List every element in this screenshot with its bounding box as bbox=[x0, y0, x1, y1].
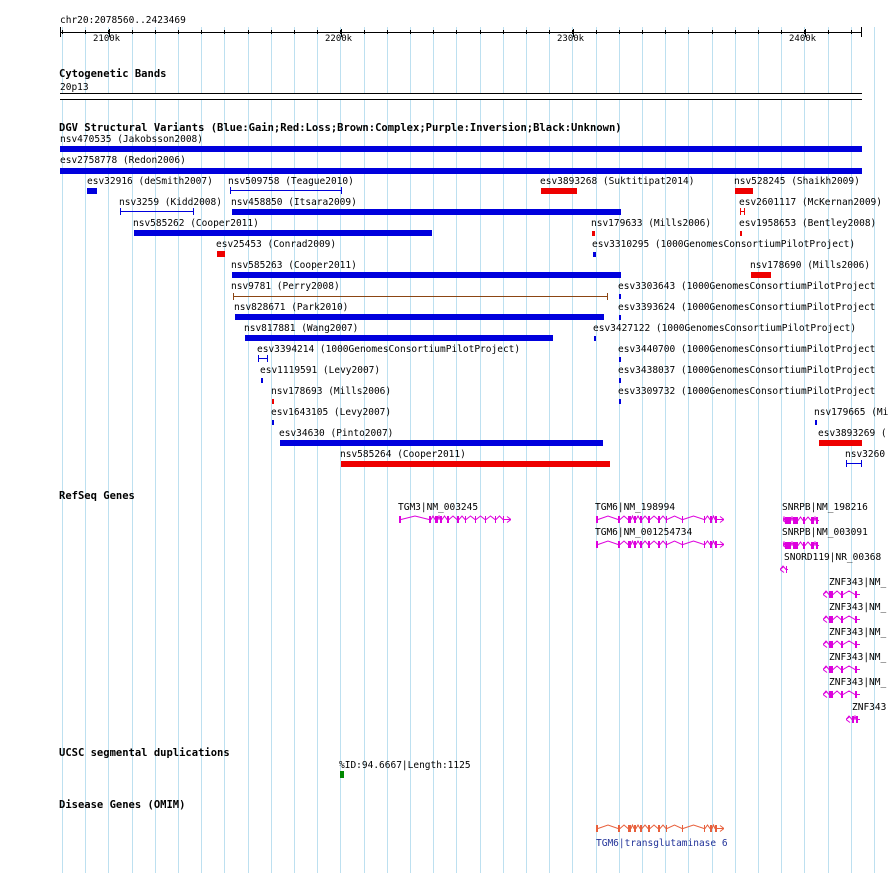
coordinate-label: chr20:2078560..2423469 bbox=[60, 15, 186, 26]
gene-structure bbox=[823, 615, 860, 624]
gene-exon bbox=[704, 825, 705, 832]
ruler-minor-tick bbox=[735, 30, 736, 34]
gene-exon bbox=[803, 542, 805, 549]
gene-exon bbox=[618, 825, 620, 832]
gene-intron bbox=[401, 516, 511, 520]
gene-exon bbox=[855, 616, 857, 623]
refseq-gene-label: ZNF343|NM_ bbox=[829, 602, 887, 613]
ruler-minor-tick bbox=[224, 30, 225, 34]
dgv-feature-label: esv3394214 (1000GenomesConsortiumPilotProject) bbox=[257, 344, 521, 355]
dgv-feature[interactable] bbox=[272, 420, 274, 425]
ruler-minor-tick bbox=[201, 30, 202, 34]
gene-exon bbox=[666, 541, 667, 548]
gene-exon bbox=[495, 516, 496, 523]
dgv-feature[interactable] bbox=[261, 378, 263, 383]
dgv-feature[interactable] bbox=[619, 378, 621, 383]
refseq-gene-label: ZNF343|NM_ bbox=[829, 652, 887, 663]
dgv-feature[interactable] bbox=[619, 357, 621, 362]
ruler-minor-tick bbox=[712, 30, 713, 34]
dgv-feature[interactable] bbox=[120, 211, 194, 212]
ruler-axis bbox=[60, 32, 862, 33]
omim-track-title: Disease Genes (OMIM) bbox=[59, 799, 186, 811]
gene-intron bbox=[598, 516, 724, 520]
refseq-gene-label: SNORD119|NR_00368 bbox=[784, 552, 882, 563]
gene-exon bbox=[855, 691, 857, 698]
gene-exon bbox=[640, 541, 642, 548]
refseq-gene-label: TGM6|NM_001254734 bbox=[595, 527, 693, 538]
grid-line bbox=[735, 27, 736, 873]
gene-structure bbox=[823, 690, 860, 699]
dgv-feature-label: esv34630 (Pinto2007) bbox=[279, 428, 394, 439]
grid-line bbox=[596, 27, 597, 873]
refseq-gene[interactable] bbox=[780, 565, 788, 574]
dgv-feature[interactable] bbox=[87, 188, 97, 194]
dgv-feature[interactable] bbox=[740, 231, 742, 236]
grid-line bbox=[248, 27, 249, 873]
grid-line bbox=[712, 27, 713, 873]
gene-exon bbox=[648, 825, 650, 832]
dgv-feature-label: nsv817881 (Wang2007) bbox=[244, 323, 359, 334]
ruler-minor-tick bbox=[155, 30, 156, 34]
dgv-feature-label: nsv179633 (Mills2006) bbox=[591, 218, 712, 229]
gene-exon bbox=[816, 542, 818, 549]
grid-line bbox=[480, 27, 481, 873]
gene-intron bbox=[598, 541, 724, 545]
gene-exon bbox=[658, 516, 660, 523]
gene-exon bbox=[704, 541, 705, 548]
ruler-tick-label: 2100k bbox=[93, 34, 121, 44]
ruler-minor-tick bbox=[572, 30, 573, 34]
ruler-minor-tick bbox=[387, 30, 388, 34]
gene-exon bbox=[628, 516, 631, 523]
ruler-minor-tick bbox=[317, 30, 318, 34]
gene-exon bbox=[634, 541, 636, 548]
dgv-feature-label: nsv179665 (Mi bbox=[814, 407, 889, 418]
ruler-minor-tick bbox=[62, 30, 63, 34]
dgv-track-title: DGV Structural Variants (Blue:Gain;Red:Loss;Brown:Complex;Purple:Inversion;Black:Unknown) bbox=[59, 122, 622, 134]
gene-exon bbox=[793, 517, 798, 524]
dgv-feature-label: nsv828671 (Park2010) bbox=[234, 302, 349, 313]
strand-arrow bbox=[823, 667, 827, 673]
gene-exon bbox=[429, 516, 431, 523]
ruler-minor-tick bbox=[688, 30, 689, 34]
gene-exon bbox=[710, 541, 712, 548]
dgv-feature[interactable] bbox=[233, 296, 608, 297]
strand-arrow bbox=[823, 642, 827, 648]
grid-line bbox=[619, 27, 620, 873]
refseq-gene[interactable] bbox=[823, 615, 860, 624]
ruler-minor-tick bbox=[178, 30, 179, 34]
ruler-minor-tick bbox=[781, 30, 782, 34]
gene-exon bbox=[710, 825, 712, 832]
gene-exon bbox=[682, 541, 683, 548]
grid-line bbox=[572, 27, 573, 873]
refseq-gene[interactable] bbox=[783, 541, 819, 550]
grid-line bbox=[665, 27, 666, 873]
refseq-gene-label: SNRPB|NM_003091 bbox=[782, 527, 868, 538]
gene-exon bbox=[399, 516, 401, 523]
gene-exon bbox=[803, 517, 805, 524]
refseq-gene[interactable] bbox=[783, 516, 819, 525]
gene-exon bbox=[666, 516, 667, 523]
segdup-track-title: UCSC segmental duplications bbox=[59, 747, 230, 759]
dgv-feature[interactable] bbox=[819, 440, 862, 446]
dgv-feature[interactable] bbox=[232, 272, 621, 278]
grid-line bbox=[503, 27, 504, 873]
gene-exon bbox=[628, 541, 631, 548]
refseq-gene-label: TGM6|NM_198994 bbox=[595, 502, 676, 513]
gene-structure bbox=[823, 590, 860, 599]
refseq-gene[interactable] bbox=[399, 515, 511, 524]
dgv-feature[interactable] bbox=[619, 294, 621, 299]
grid-line bbox=[688, 27, 689, 873]
dgv-feature-end bbox=[607, 293, 608, 300]
grid-line bbox=[642, 27, 643, 873]
dgv-feature-end bbox=[267, 355, 268, 362]
dgv-feature[interactable] bbox=[751, 272, 771, 278]
refseq-gene[interactable] bbox=[823, 590, 860, 599]
gene-exon bbox=[841, 591, 843, 598]
gene-structure bbox=[783, 516, 819, 525]
gene-structure bbox=[783, 541, 819, 550]
gene-exon bbox=[829, 591, 833, 598]
dgv-feature-label: esv1119591 (Levy2007) bbox=[260, 365, 381, 376]
gene-structure bbox=[596, 515, 724, 524]
ruler-end-tick bbox=[861, 27, 862, 37]
gene-exon bbox=[841, 666, 843, 673]
dgv-feature[interactable] bbox=[272, 399, 274, 404]
ruler-minor-tick bbox=[433, 30, 434, 34]
gene-exon bbox=[596, 541, 598, 548]
dgv-feature[interactable] bbox=[217, 251, 225, 257]
ruler-minor-tick bbox=[364, 30, 365, 34]
dgv-feature-label: esv3309732 (1000GenomesConsortiumPilotProject bbox=[618, 386, 876, 397]
grid-line bbox=[828, 27, 829, 873]
refseq-gene[interactable] bbox=[823, 665, 860, 674]
dgv-feature-label: esv3438037 (1000GenomesConsortiumPilotProject bbox=[618, 365, 876, 376]
gene-exon bbox=[852, 716, 854, 723]
segdup-label: %ID:94.6667|Length:1125 bbox=[339, 760, 471, 771]
gene-exon bbox=[855, 666, 857, 673]
grid-line bbox=[758, 27, 759, 873]
gene-exon bbox=[682, 516, 683, 523]
gene-exon bbox=[704, 516, 705, 523]
cytoband-label: 20p13 bbox=[60, 82, 89, 93]
refseq-gene-label: ZNF343|NM_ bbox=[829, 577, 887, 588]
refseq-gene[interactable] bbox=[846, 715, 860, 724]
ruler-minor-tick bbox=[851, 30, 852, 34]
dgv-feature-label: nsv178690 (Mills2006) bbox=[750, 260, 871, 271]
ruler-minor-tick bbox=[665, 30, 666, 34]
grid-line bbox=[271, 27, 272, 873]
refseq-gene-label: SNRPB|NM_198216 bbox=[782, 502, 868, 513]
dgv-feature-end bbox=[740, 208, 741, 215]
dgv-feature-label: nsv470535 (Jakobsson2008) bbox=[60, 134, 203, 145]
strand-arrow bbox=[823, 692, 827, 698]
gene-exon bbox=[829, 666, 833, 673]
dgv-feature[interactable] bbox=[280, 440, 603, 446]
dgv-feature[interactable] bbox=[594, 336, 596, 341]
gene-exon bbox=[485, 516, 486, 523]
gene-exon bbox=[628, 825, 631, 832]
dgv-feature-label: nsv458850 (Itsara2009) bbox=[231, 197, 357, 208]
gene-exon bbox=[666, 825, 667, 832]
gene-exon bbox=[811, 517, 814, 524]
dgv-feature[interactable] bbox=[593, 252, 596, 257]
dgv-feature[interactable] bbox=[846, 463, 862, 464]
dgv-feature-label: nsv585262 (Cooper2011) bbox=[133, 218, 259, 229]
ruler-minor-tick bbox=[596, 30, 597, 34]
strand-arrow bbox=[846, 717, 850, 723]
ruler-tick-label: 2200k bbox=[325, 34, 353, 44]
gene-structure bbox=[846, 715, 860, 724]
ruler-minor-tick bbox=[294, 30, 295, 34]
ruler-minor-tick bbox=[549, 30, 550, 34]
refseq-gene[interactable] bbox=[823, 640, 860, 649]
gene-exon bbox=[855, 641, 857, 648]
gene-exon bbox=[634, 516, 636, 523]
dgv-feature-label: esv3893269 ( bbox=[818, 428, 887, 439]
dgv-feature-label: nsv3260 bbox=[845, 449, 886, 460]
gene-exon bbox=[855, 591, 857, 598]
gene-exon bbox=[658, 541, 660, 548]
strand-arrow bbox=[780, 567, 784, 573]
dgv-feature-label: esv3440700 (1000GenomesConsortiumPilotProject bbox=[618, 344, 876, 355]
dgv-feature-label: esv25453 (Conrad2009) bbox=[216, 239, 337, 250]
refseq-gene[interactable] bbox=[823, 690, 860, 699]
gene-exon bbox=[596, 825, 598, 832]
ruler-minor-tick bbox=[132, 30, 133, 34]
dgv-feature-end bbox=[744, 208, 745, 215]
ruler-minor-tick bbox=[85, 30, 86, 34]
gene-exon bbox=[715, 825, 717, 832]
dgv-feature-label: nsv178693 (Mills2006) bbox=[271, 386, 392, 397]
ruler-minor-tick bbox=[758, 30, 759, 34]
dgv-feature-label: nsv528245 (Shaikh2009) bbox=[734, 176, 860, 187]
gene-exon bbox=[682, 825, 683, 832]
gene-intron bbox=[598, 825, 724, 829]
gene-exon bbox=[596, 516, 598, 523]
dgv-feature-label: esv3427122 (1000GenomesConsortiumPilotProject) bbox=[593, 323, 857, 334]
gene-exon bbox=[710, 516, 712, 523]
strand-arrow bbox=[823, 592, 827, 598]
refseq-gene-label: ZNF343|NM_ bbox=[829, 627, 887, 638]
omim-gene[interactable] bbox=[596, 824, 724, 833]
gene-exon bbox=[841, 616, 843, 623]
ruler-minor-tick bbox=[804, 30, 805, 34]
cytogenetic-bands-title: Cytogenetic Bands bbox=[59, 68, 167, 80]
ruler-minor-tick bbox=[248, 30, 249, 34]
grid-line bbox=[317, 27, 318, 873]
gene-exon bbox=[475, 516, 476, 523]
ruler-minor-tick bbox=[828, 30, 829, 34]
dgv-feature-label: nsv509758 (Teague2010) bbox=[228, 176, 354, 187]
dgv-feature-label: nsv585263 (Cooper2011) bbox=[231, 260, 357, 271]
cytoband-bar[interactable] bbox=[60, 93, 862, 100]
refseq-track-title: RefSeq Genes bbox=[59, 490, 135, 502]
dgv-feature-end bbox=[341, 187, 342, 194]
refseq-gene-label: TGM3|NM_003245 bbox=[398, 502, 479, 513]
dgv-feature[interactable] bbox=[232, 209, 621, 215]
dgv-feature-label: esv2758778 (Redon2006) bbox=[60, 155, 186, 166]
gene-exon bbox=[786, 566, 787, 573]
ruler-minor-tick bbox=[480, 30, 481, 34]
gene-exon bbox=[811, 542, 814, 549]
ruler-minor-tick bbox=[340, 30, 341, 34]
gene-exon bbox=[856, 716, 858, 723]
gene-exon bbox=[715, 541, 717, 548]
dgv-feature-end bbox=[861, 460, 862, 467]
gene-exon bbox=[829, 691, 833, 698]
gene-exon bbox=[829, 641, 833, 648]
dgv-feature[interactable] bbox=[541, 188, 577, 194]
gene-structure bbox=[823, 640, 860, 649]
dgv-feature[interactable] bbox=[245, 335, 553, 341]
dgv-feature[interactable] bbox=[60, 146, 862, 152]
dgv-feature-label: esv3303643 (1000GenomesConsortiumPilotProject bbox=[618, 281, 876, 292]
dgv-feature-label: nsv9781 (Perry2008) bbox=[231, 281, 340, 292]
strand-arrow bbox=[823, 617, 827, 623]
dgv-feature[interactable] bbox=[341, 461, 610, 467]
dgv-feature[interactable] bbox=[592, 231, 595, 236]
dgv-feature-label: esv1958653 (Bentley2008) bbox=[739, 218, 877, 229]
gene-structure bbox=[596, 540, 724, 549]
dgv-feature[interactable] bbox=[230, 190, 342, 191]
dgv-feature-label: nsv3259 (Kidd2008) bbox=[119, 197, 222, 208]
gene-exon bbox=[503, 516, 504, 523]
dgv-feature-end bbox=[258, 355, 259, 362]
dgv-feature-label: nsv585264 (Cooper2011) bbox=[340, 449, 466, 460]
gene-exon bbox=[816, 517, 818, 524]
gene-exon bbox=[440, 516, 442, 523]
dgv-feature-end bbox=[230, 187, 231, 194]
refseq-gene-label: ZNF343|NM_ bbox=[829, 677, 887, 688]
ruler-minor-tick bbox=[619, 30, 620, 34]
grid-line bbox=[526, 27, 527, 873]
grid-line bbox=[294, 27, 295, 873]
gene-exon bbox=[841, 641, 843, 648]
ruler-minor-tick bbox=[271, 30, 272, 34]
dgv-feature-label: esv2601117 (McKernan2009) bbox=[739, 197, 882, 208]
gene-exon bbox=[658, 825, 660, 832]
ruler-minor-tick bbox=[410, 30, 411, 34]
ruler-minor-tick bbox=[526, 30, 527, 34]
dgv-feature-end bbox=[193, 208, 194, 215]
gene-exon bbox=[829, 616, 833, 623]
gene-exon bbox=[640, 516, 642, 523]
gene-exon bbox=[465, 516, 466, 523]
dgv-feature-end bbox=[846, 460, 847, 467]
dgv-feature[interactable] bbox=[619, 399, 621, 404]
gene-exon bbox=[648, 516, 650, 523]
grid-line bbox=[804, 27, 805, 873]
gene-structure bbox=[399, 515, 511, 524]
dgv-feature-label: esv3310295 (1000GenomesConsortiumPilotProject) bbox=[592, 239, 856, 250]
dgv-feature[interactable] bbox=[134, 230, 432, 236]
gene-exon bbox=[640, 825, 642, 832]
ruler-minor-tick bbox=[642, 30, 643, 34]
gene-exon bbox=[447, 516, 449, 523]
ruler-start-tick bbox=[60, 27, 61, 37]
dgv-feature[interactable] bbox=[619, 315, 621, 320]
ruler-minor-tick bbox=[503, 30, 504, 34]
dgv-feature[interactable] bbox=[235, 314, 604, 320]
refseq-gene[interactable] bbox=[596, 540, 724, 549]
ruler-minor-tick bbox=[456, 30, 457, 34]
dgv-feature-end bbox=[233, 293, 234, 300]
gene-exon bbox=[618, 516, 620, 523]
ruler-tick-label: 2400k bbox=[789, 34, 817, 44]
gene-exon bbox=[457, 516, 459, 523]
dgv-feature[interactable] bbox=[60, 168, 862, 174]
gene-structure bbox=[780, 565, 788, 574]
gene-exon bbox=[618, 541, 620, 548]
gene-exon bbox=[793, 542, 798, 549]
dgv-feature[interactable] bbox=[735, 188, 753, 194]
dgv-feature-end bbox=[120, 208, 121, 215]
refseq-gene-label: ZNF343 bbox=[852, 702, 887, 713]
grid-line bbox=[781, 27, 782, 873]
gene-exon bbox=[648, 541, 650, 548]
dgv-feature-label: esv3393624 (1000GenomesConsortiumPilotProject bbox=[618, 302, 876, 313]
gene-exon bbox=[435, 516, 438, 523]
grid-line bbox=[549, 27, 550, 873]
refseq-gene[interactable] bbox=[596, 515, 724, 524]
dgv-feature[interactable] bbox=[815, 420, 817, 425]
ruler-tick-label: 2300k bbox=[557, 34, 585, 44]
omim-label: TGM6|transglutaminase 6 bbox=[596, 838, 728, 849]
ruler-minor-tick bbox=[108, 30, 109, 34]
segdup-feature[interactable] bbox=[340, 771, 344, 778]
dgv-feature-label: esv32916 (deSmith2007) bbox=[87, 176, 213, 187]
dgv-feature-label: esv3893268 (Suktitipat2014) bbox=[540, 176, 695, 187]
dgv-feature-label: esv1643105 (Levy2007) bbox=[271, 407, 392, 418]
gene-exon bbox=[715, 516, 717, 523]
gene-structure bbox=[823, 665, 860, 674]
gene-exon bbox=[634, 825, 636, 832]
gene-exon bbox=[841, 691, 843, 698]
gene-structure bbox=[596, 824, 724, 833]
